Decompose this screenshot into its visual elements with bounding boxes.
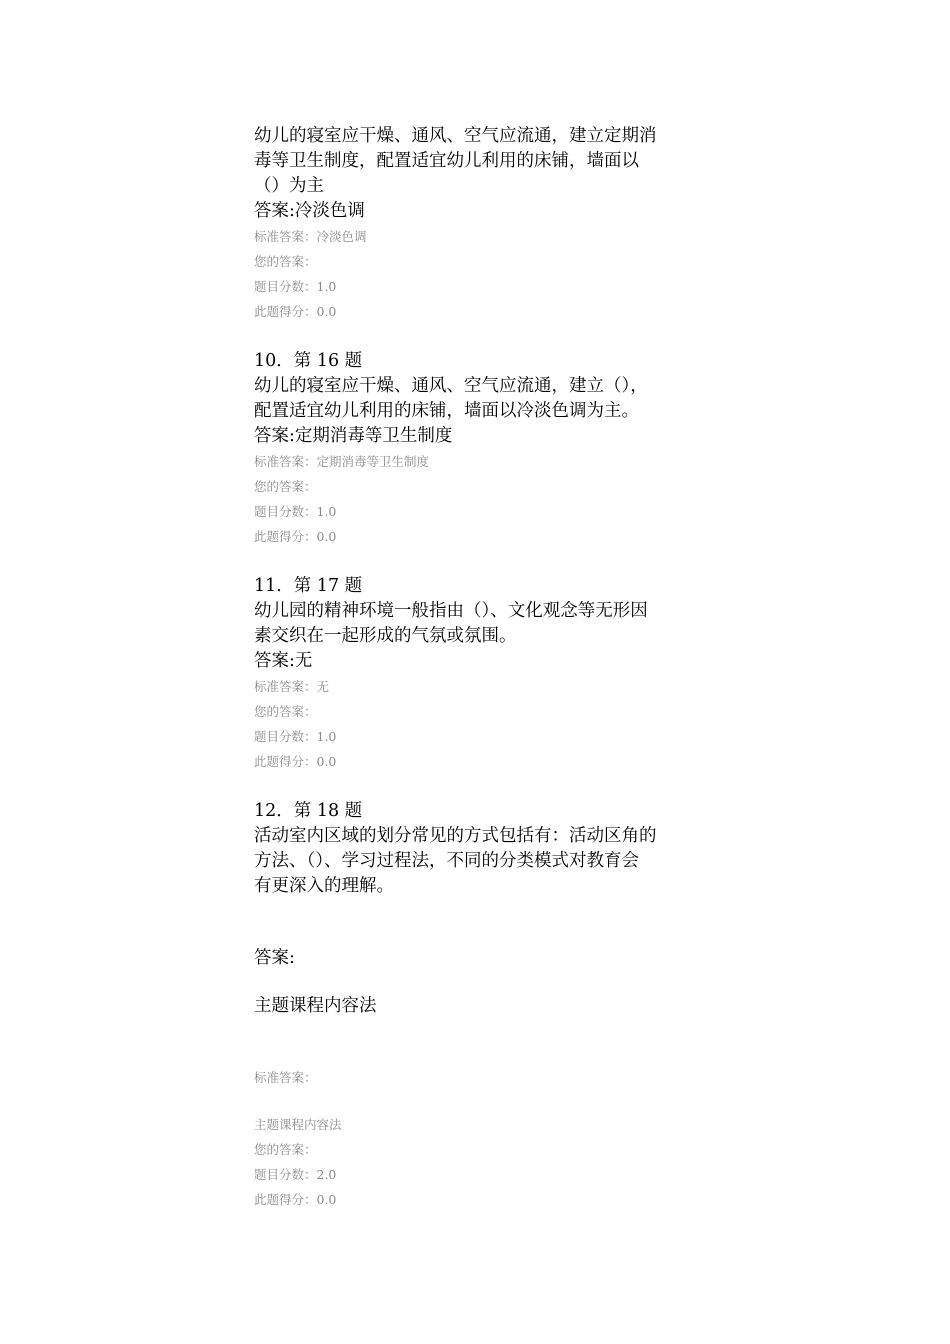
question-heading: 12．第 18 题	[254, 801, 363, 821]
question-heading: 10．第 16 题	[254, 351, 363, 371]
question-block-10	[254, 349, 704, 549]
question-block-12	[254, 799, 704, 1212]
standard-answer: 标准答案：无	[254, 679, 330, 694]
answer-value: 主题课程内容法	[254, 996, 377, 1016]
question-text-line: 幼儿的寝室应干燥、通风、空气应流通，建立（），	[254, 376, 648, 396]
answer-line: 答案:冷淡色调	[254, 201, 365, 221]
earned-score: 此题得分：0.0	[254, 1192, 337, 1207]
standard-answer-label: 标准答案：	[254, 1070, 317, 1085]
answer-line: 答案:无	[254, 651, 313, 671]
question-text-line: （）为主	[254, 176, 324, 196]
question-heading: 11．第 17 题	[254, 576, 363, 596]
question-score: 题目分数：2.0	[254, 1167, 337, 1182]
your-answer: 您的答案：	[254, 254, 317, 269]
earned-score: 此题得分：0.0	[254, 304, 337, 319]
standard-answer: 标准答案：定期消毒等卫生制度	[254, 454, 430, 469]
question-text-line: 素交织在一起形成的气氛或氛围。	[254, 626, 517, 646]
earned-score: 此题得分：0.0	[254, 754, 337, 769]
question-text-line: 方法、（）、学习过程法，不同的分类模式对教育会	[254, 851, 639, 871]
question-block-9	[254, 124, 704, 324]
answer-label: 答案:	[254, 948, 295, 968]
question-score: 题目分数：1.0	[254, 279, 337, 294]
answer-line: 答案:定期消毒等卫生制度	[254, 426, 453, 446]
question-score: 题目分数：1.0	[254, 504, 337, 519]
question-text-line: 毒等卫生制度，配置适宜幼儿利用的床铺，墙面以	[254, 151, 639, 171]
standard-answer: 标准答案：冷淡色调	[254, 229, 367, 244]
your-answer: 您的答案：	[254, 1142, 317, 1157]
question-text-line: 幼儿园的精神环境一般指由（）、文化观念等无形因	[254, 601, 648, 621]
question-score: 题目分数：1.0	[254, 729, 337, 744]
standard-answer-value: 主题课程内容法	[254, 1117, 342, 1132]
question-block-11	[254, 574, 704, 774]
quiz-results-page	[254, 124, 704, 1212]
question-text-line: 有更深入的理解。	[254, 876, 394, 896]
your-answer: 您的答案：	[254, 479, 317, 494]
question-text-line: 活动室内区域的划分常见的方式包括有：活动区角的	[254, 826, 657, 846]
your-answer: 您的答案：	[254, 704, 317, 719]
question-text-line: 幼儿的寝室应干燥、通风、空气应流通，建立定期消	[254, 126, 657, 146]
question-text-line: 配置适宜幼儿利用的床铺，墙面以冷淡色调为主。	[254, 401, 639, 421]
earned-score: 此题得分：0.0	[254, 529, 337, 544]
